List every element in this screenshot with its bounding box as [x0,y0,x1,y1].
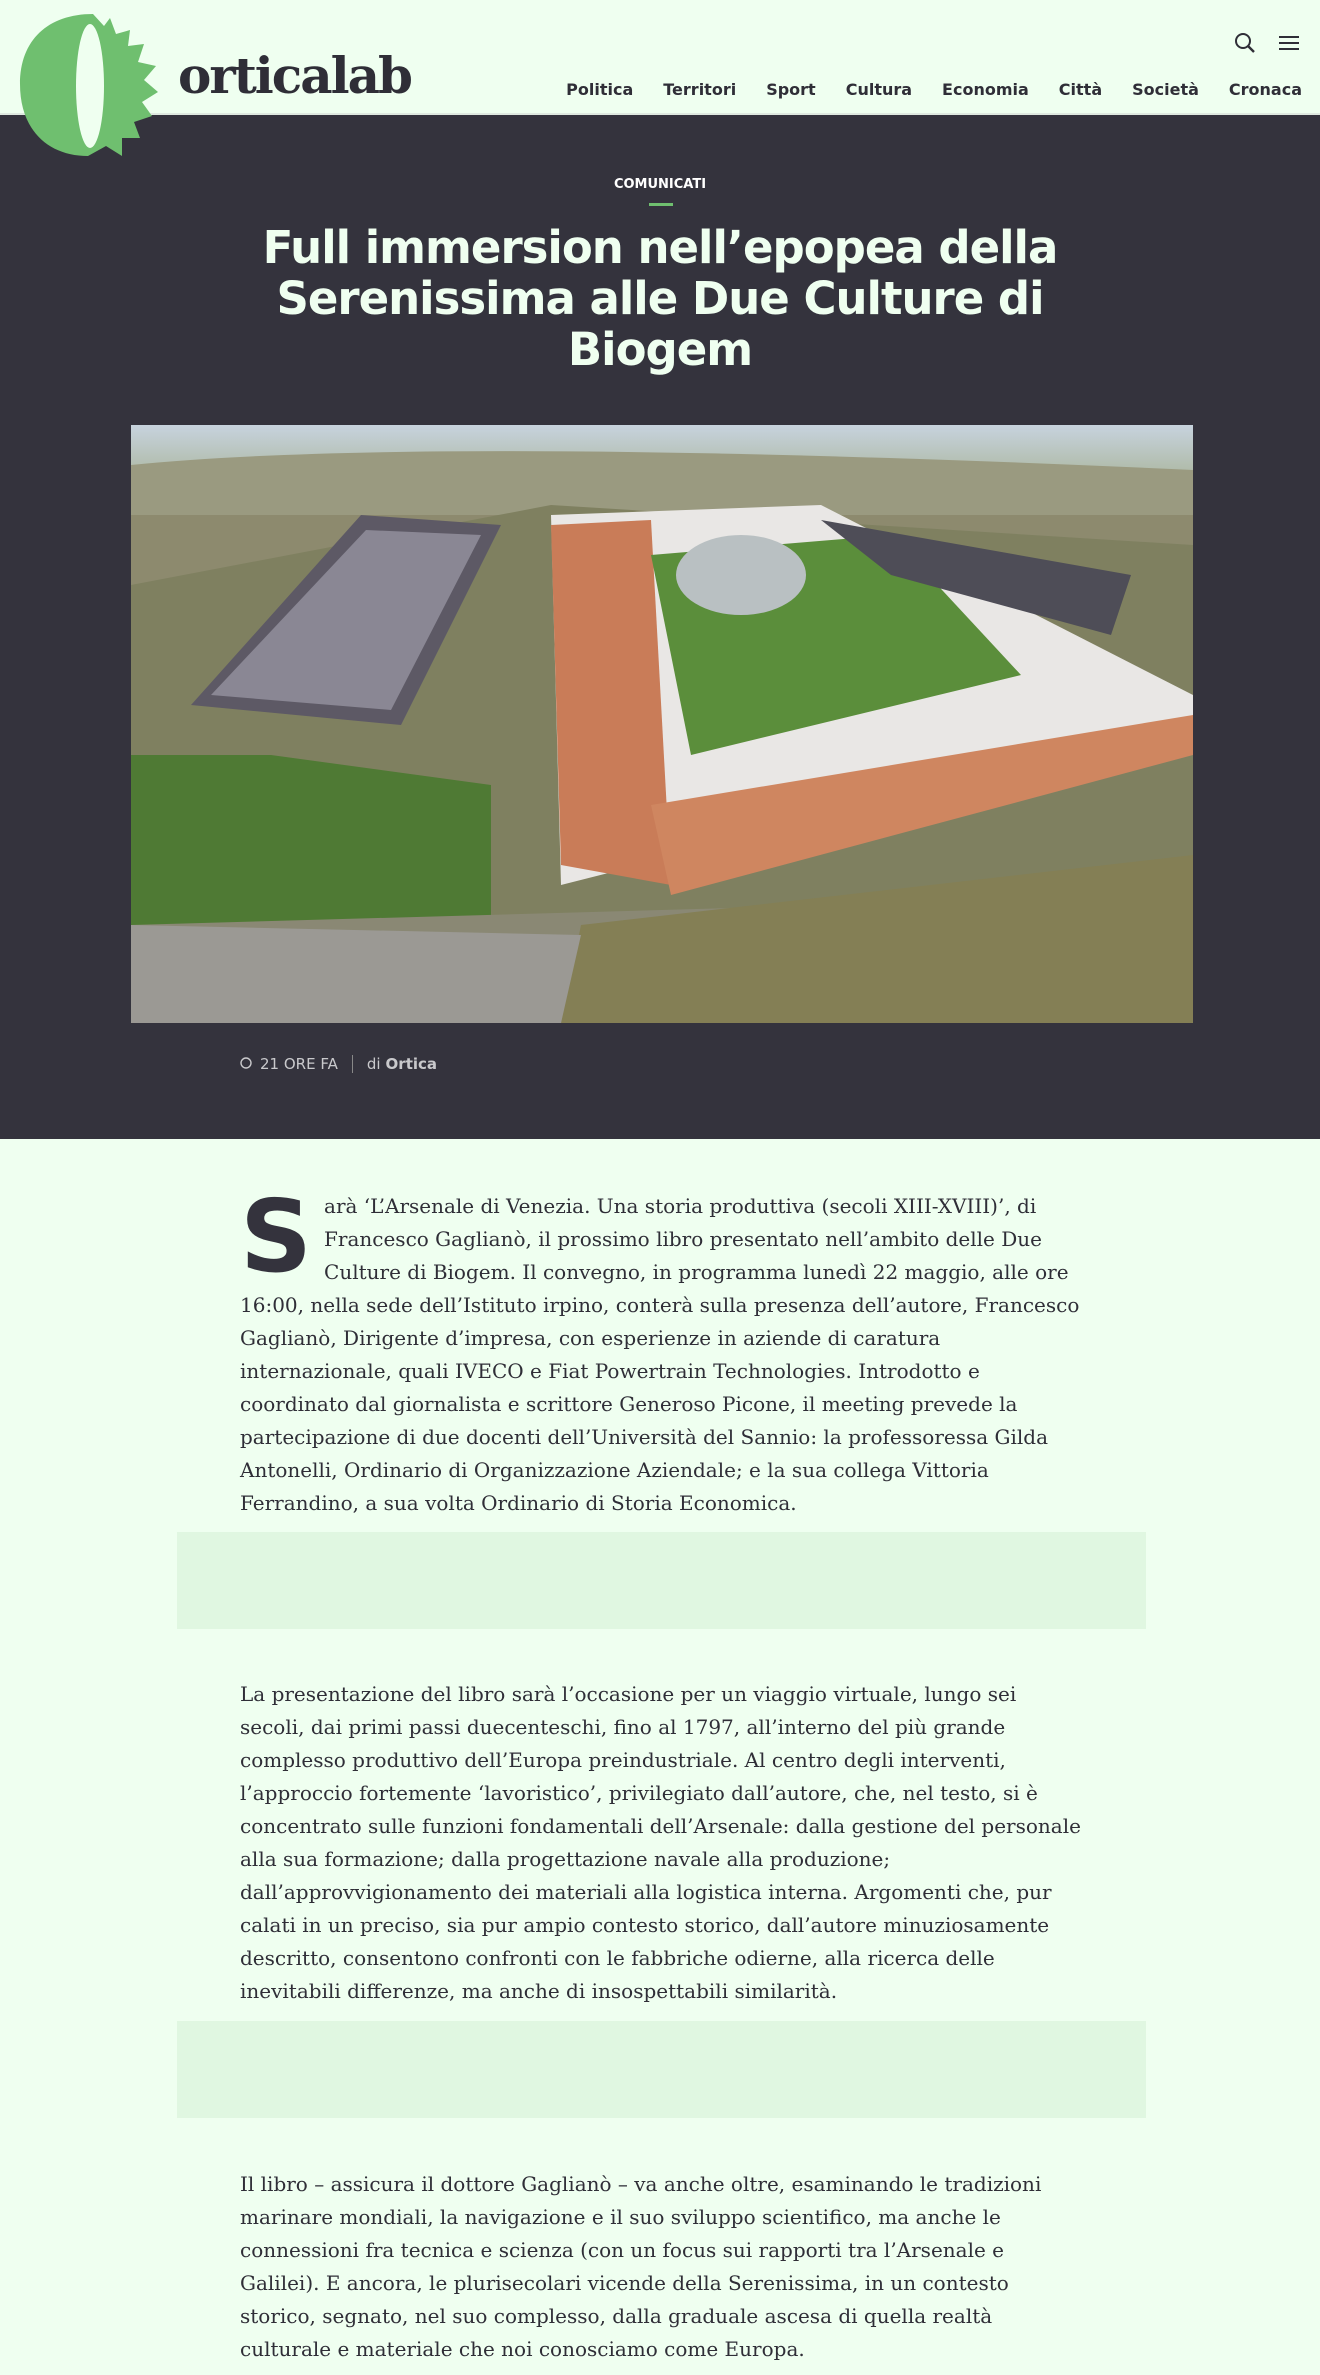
ad-slot [177,2021,1146,2118]
clock-icon [240,1055,252,1073]
article-image [131,425,1193,1023]
site-header [0,0,1320,115]
paragraph-3: Il libro – assicura il dottore Gaglianò – va anche oltre, esaminando le tradizioni marinare mondiali, la navigazione e il suo sviluppo scientifico, ma anche le connessioni fra tecnica e scienza (con un focus sui rapporti tra l’Arsenale e Galilei). E ancora, le plurisecolari vicende della Serenissima, in un contesto storico, segnato, nel suo complesso, dalla graduale ascesa di quella realtà culturale e materiale che noi conosciamo come Europa. [240,2172,1042,2361]
nav-territori[interactable]: Territori [663,80,737,99]
nav-societa[interactable]: Società [1132,80,1199,99]
search-icon[interactable] [1234,32,1256,58]
meta-divider [352,1055,353,1073]
article-title: Full immersion nell’epopea della Serenissima alle Due Culture di Biogem [262,221,1058,376]
article-meta [240,1055,437,1073]
drop-cap: S [240,1178,313,1295]
menu-icon[interactable] [1278,32,1300,58]
main-nav [566,80,1302,99]
author-link[interactable]: Ortica [385,1055,438,1073]
nav-cultura[interactable]: Cultura [845,80,913,99]
byline-prefix: di [366,1055,381,1073]
paragraph-2: La presentazione del libro sarà l’occasione per un viaggio virtuale, lungo sei secoli, dai primi passi duecenteschi, fino al 1797, all’interno del più grande complesso produttivo dell’Europa preindustriale. Al centro degli interventi, l’approccio fortemente ‘lavoristico’, privilegiato dall’autore, che, nel testo, si è concentrato sulle funzioni fondamentali dell’Arsenale: dalla gestione del personale alla sua formazione; dalla progettazione navale alla produzione; dall’approvvigionamento dei materiali alla logistica interna. Argomenti che, pur calati in un preciso, sia pur ampio contesto storico, dall’autore minuziosamente descritto, consentono confronti con le fabbriche odierne, alla ricerca delle inevitabili differenze, ma anche di insospettabili similarità. [240,1682,1081,2003]
nav-politica[interactable]: Politica [566,80,634,99]
publish-time: 21 ORE FA [260,1055,338,1073]
brand-name[interactable]: orticalab [178,46,411,105]
logo[interactable] [18,10,168,158]
category-label[interactable]: COMUNICATI [613,177,707,192]
paragraph-1-text: arà ‘L’Arsenale di Venezia. Una storia produttiva (secoli XIII-XVIII)’, di Francesco Gaglianò, il prossimo libro presentato nell’ambito delle Due Culture di Biogem. Il convegno, in programma lunedì 22 maggio, alle ore 16:00, nella sede dell’Istituto irpino, conterà sulla presenza dell’autore, Francesco Gaglianò, Dirigente d’impresa, con esperienze in aziende di caratura internazionale, quali IVECO e Fiat Powertrain Technologies. Introdotto e coordinato dal giornalista e scrittore Generoso Picone, il meeting prevede la partecipazione di due docenti dell’Università del Sannio: la professoressa Gilda Antonelli, Ordinario di Organizzazione Aziendale; e la sua collega Vittoria Ferrandino, a sua volta Ordinario di Storia Economica. [240,1194,1080,1515]
article-hero [0,115,1320,1139]
nav-cronaca[interactable]: Cronaca [1228,80,1302,99]
category-underline [649,203,673,206]
nav-economia[interactable]: Economia [942,80,1029,99]
paragraph-1 [240,1178,1083,1520]
ad-slot [177,1532,1146,1629]
nav-citta[interactable]: Città [1058,80,1103,99]
nav-sport[interactable]: Sport [766,80,816,99]
